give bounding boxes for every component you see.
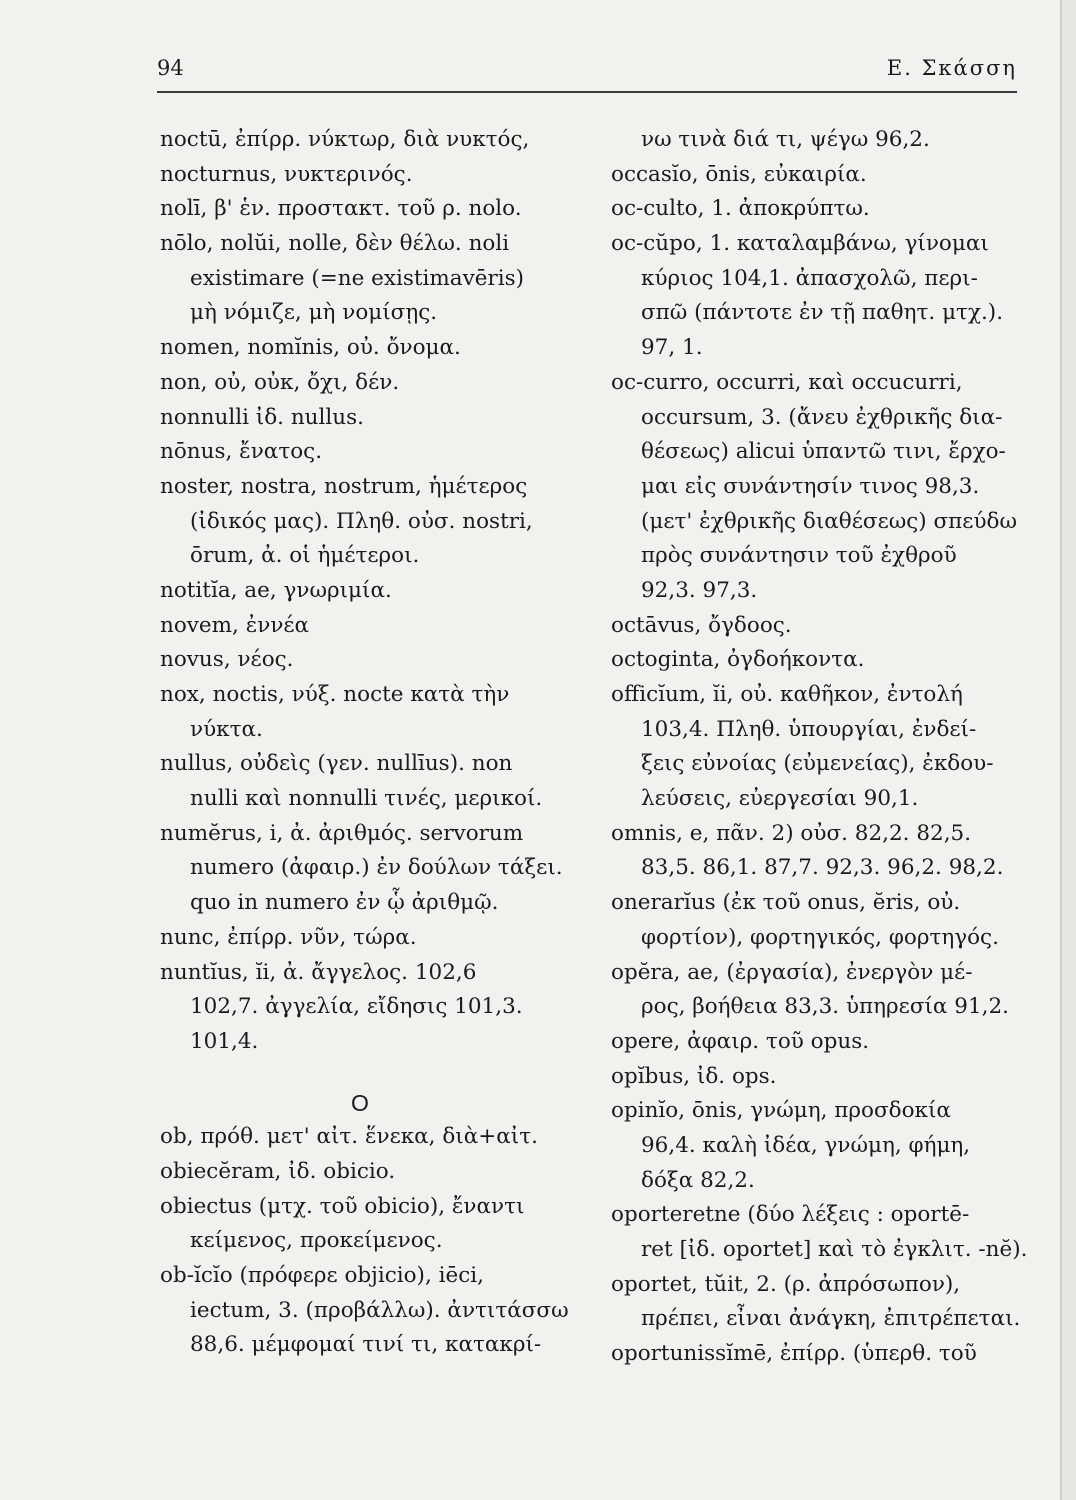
dictionary-line: obiecĕram, ἰδ. obicio. [160,1158,396,1184]
dictionary-line: existimare (=ne existimavēris) [190,265,525,291]
dictionary-line: officĭum, ĭi, οὐ. καθῆκον, ἐντολή [611,682,963,707]
dictionary-line: φορτίον), φορτηγικός, φορτηγός. [641,924,999,950]
dictionary-line: πρὸς συνάντησιν τοῦ ἐχθροῦ [641,543,957,569]
dictionary-line: nullus, οὐδεὶς (γεν. nullīus). non [160,751,513,777]
dictionary-line: 101,4. [190,1028,259,1054]
dictionary-line: opĕra, ae, (ἐργασία), ἐνεργὸν μέ- [611,959,973,985]
left-column [160,123,590,1363]
dictionary-line: numero (ἀφαιρ.) ἐν δούλων τάξει. [190,855,563,881]
header-rule [157,91,1017,93]
dictionary-line: 92,3. 97,3. [641,577,758,603]
dictionary-line: σπῶ (πάντοτε ἐν τῇ παθητ. μτχ.). [641,300,1004,326]
left-column-entries [160,123,590,1060]
dictionary-line: oc-curro, occurri, καὶ occucurri, [611,369,963,395]
dictionary-line: nuntĭus, ĭi, ἀ. ἄγγελος. 102,6 [160,959,477,985]
dictionary-line: ob-ĭcĭo (πρόφερε objicio), iēci, [160,1263,484,1288]
dictionary-line: κύριος 104,1. ἀπασχολῶ, περι- [641,265,978,291]
dictionary-line: (ἰδικός μας). Πληθ. οὐσ. nostri, [190,508,533,534]
dictionary-line: oportet, tŭit, 2. (ρ. ἀπρόσωπον), [611,1271,961,1297]
dictionary-line: nonnulli ἰδ. nullus. [160,404,364,430]
dictionary-line: nocturnus, νυκτερινός. [160,161,413,187]
dictionary-line: opinĭo, ōnis, γνώμη, προσδοκία [611,1098,951,1124]
dictionary-line: 96,4. καλὴ ἰδέα, γνώμη, φήμη, [641,1132,971,1158]
dictionary-line: 102,7. ἀγγελία, εἴδησις 101,3. [190,994,523,1020]
section-letter: O [351,1089,369,1116]
dictionary-line: occasĭo, ōnis, εὐκαιρία. [611,161,867,187]
dictionary-line: 97, 1. [641,335,703,361]
dictionary-line: nōnus, ἔνατος. [160,439,323,465]
dictionary-line: nomen, nomĭnis, οὐ. ὄνομα. [160,335,461,361]
dictionary-line: oc-cŭpo, 1. καταλαμβάνω, γίνομαι [611,231,989,257]
dictionary-line: νύκτα. [190,716,263,742]
dictionary-line: ōrum, ἀ. οἱ ἡμέτεροι. [190,543,420,569]
dictionary-line: noster, nostra, nostrum, ἡμέτερος [160,473,528,499]
dictionary-line: κείμενος, προκείμενος. [190,1228,443,1254]
dictionary-line: iectum, 3. (προβάλλω). ἀντιτάσσω [190,1297,569,1323]
dictionary-line: omnis, e, πᾶν. 2) οὐσ. 82,2. 82,5. [611,820,972,846]
running-head: Ε. Σκάσση [886,56,1017,80]
dictionary-line: ret [ἰδ. oportet] καὶ τὸ ἐγκλιτ. -nĕ). [641,1237,1028,1262]
dictionary-line: onerarĭus (ἐκ τοῦ onus, ĕris, οὐ. [611,890,961,916]
right-column [611,123,1028,1372]
dictionary-line: non, οὐ, οὐκ, ὄχι, δέν. [160,369,400,395]
left-column-entries-o [160,1120,590,1363]
dictionary-line: occursum, 3. (ἄνευ ἐχθρικῆς δια- [641,404,1003,430]
dictionary-line: nunc, ἐπίρρ. νῦν, τώρα. [160,924,417,950]
page-edge [1060,0,1076,1500]
page-header [157,56,1017,96]
dictionary-line: μαι εἰς συνάντησίν τινος 98,3. [641,473,980,499]
dictionary-line: oportunissĭmē, ἐπίρρ. (ὑπερθ. τοῦ [611,1341,977,1367]
dictionary-line: numĕrus, i, ἀ. ἀριθμός. servorum [160,820,524,846]
dictionary-line: (μετ' ἐχθρικῆς διαθέσεως) σπεύδω [641,508,1017,534]
dictionary-line: nōlo, nolŭi, nolle, δὲν θέλω. noli [160,231,510,257]
dictionary-line: novus, νέος. [160,647,294,673]
dictionary-line: νω τινὰ διά τι, ψέγω 96,2. [641,127,930,152]
dictionary-line: notitĭa, ae, γνωριμία. [160,577,392,603]
dictionary-line: octoginta, ὀγδοήκοντα. [611,647,865,673]
dictionary-line: ob, πρόθ. μετ' αἰτ. ἕνεκα, διὰ+αἰτ. [160,1124,538,1150]
dictionary-line: quo in numero ἐν ᾧ ἀριθμῷ. [190,890,499,916]
dictionary-line: opĭbus, ἰδ. ops. [611,1063,777,1089]
dictionary-line: nolī, β' ἑν. προστακτ. τοῦ ρ. nolo. [160,196,522,222]
dictionary-line: noctū, ἐπίρρ. νύκτωρ, διὰ νυκτός, [160,127,530,152]
dictionary-line: θέσεως) alicui ὑπαντῶ τινι, ἔρχο- [641,439,1006,465]
dictionary-line: oporteretne (δύο λέξεις : oportē- [611,1202,970,1228]
dictionary-line: πρέπει, εἶναι ἀνάγκη, ἐπιτρέπεται. [641,1306,1021,1332]
dictionary-line: obiectus (μτχ. τοῦ obicio), ἔναντι [160,1193,525,1219]
dictionary-line: 103,4. Πληθ. ὑπουργίαι, ἐνδεί- [641,716,977,742]
dictionary-line: nulli καὶ nonnulli τινές, μερικοί. [190,786,543,812]
dictionary-line: octāvus, ὄγδοος. [611,612,792,638]
dictionary-line: nox, noctis, νύξ. nocte κατὰ τὴν [160,682,510,707]
right-column-entries [611,123,1028,1372]
dictionary-line: 88,6. μέμφομαί τινί τι, κατακρί- [190,1332,542,1358]
dictionary-line: oc-culto, 1. ἀποκρύπτω. [611,196,870,222]
section-spacer [160,1060,590,1082]
dictionary-line: μὴ νόμιζε, μὴ νομίσῃς. [190,300,438,326]
dictionary-line: novem, ἐννέα [160,612,310,638]
dictionary-line: δόξα 82,2. [641,1167,755,1193]
dictionary-line: λεύσεις, εὐεργεσίαι 90,1. [641,786,919,812]
dictionary-line: ξεις εὐνοίας (εὐμενείας), ἐκδου- [641,751,994,777]
page-number: 94 [157,56,184,80]
dictionary-line: opere, ἀφαιρ. τοῦ opus. [611,1028,870,1054]
dictionary-line: 83,5. 86,1. 87,7. 92,3. 96,2. 98,2. [641,855,1004,881]
dictionary-line: ρος, βοήθεια 83,3. ὑπηρεσία 91,2. [641,994,1009,1020]
